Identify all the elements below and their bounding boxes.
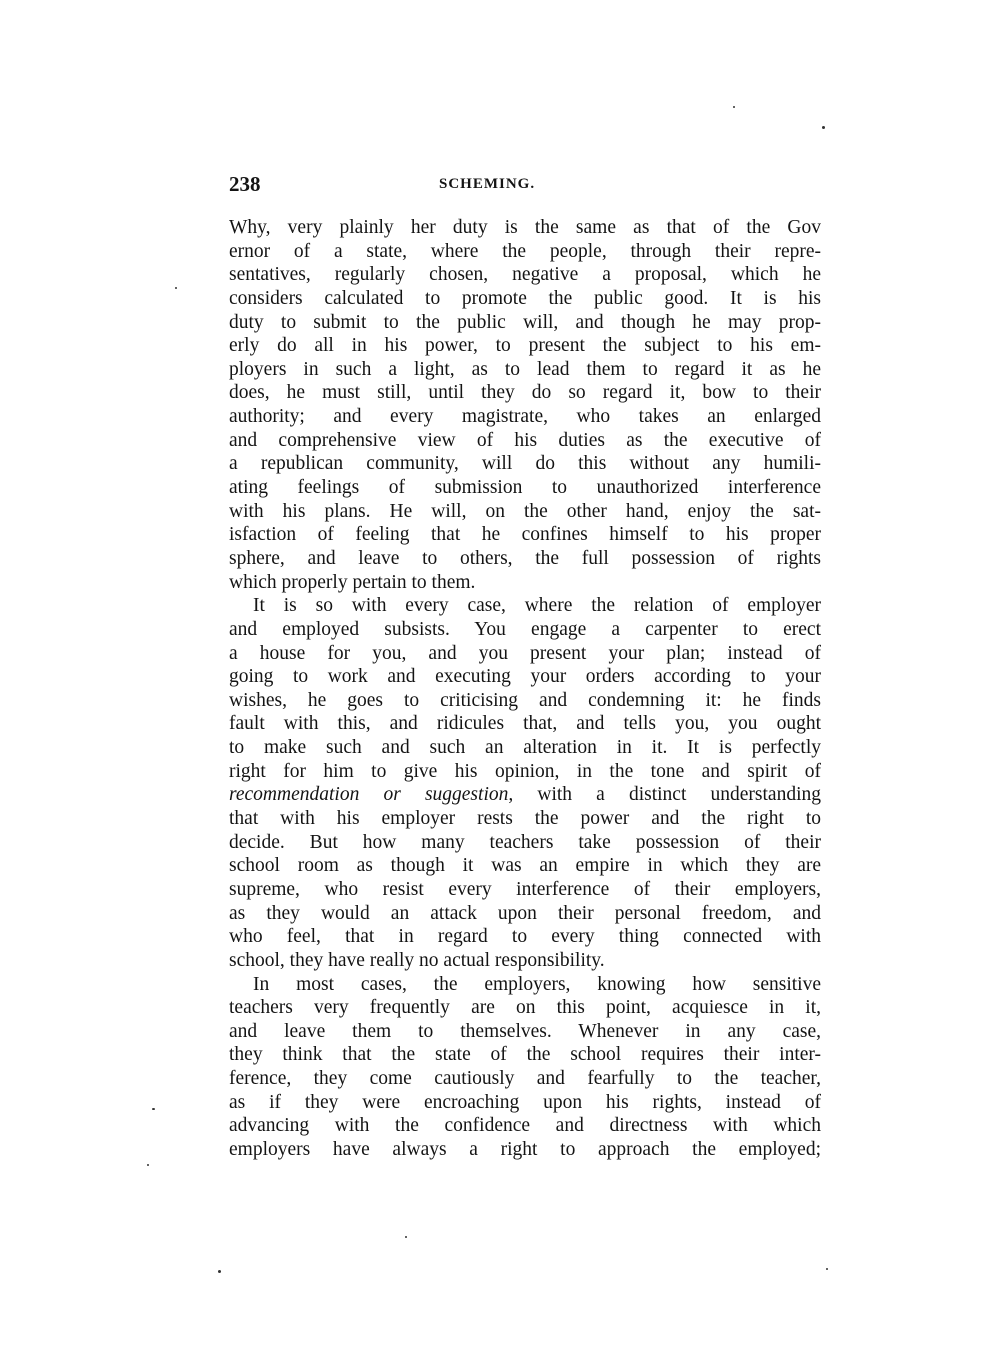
text-line: a republican community, will do this without any humili- [229,453,821,475]
text-line: they think that the state of the school requires their inter- [229,1044,821,1066]
text-line: does, he must still, until they do so regard it, bow to their [229,382,821,404]
text-line: as if they were encroaching upon his rights, instead of [229,1091,821,1113]
scan-speck [175,287,177,289]
text-fragment: with a distinct understanding [513,784,821,806]
text-line: and comprehensive view of his duties as the executive of [229,429,821,451]
paragraph-1 [229,216,821,594]
text-line: duty to submit to the public will, and though he may prop- [229,311,821,333]
scan-speck [826,1268,828,1270]
text-line: and leave them to themselves. Whenever in any case, [229,1020,821,1042]
page-number: 238 [229,172,261,196]
text-line: who feel, that in regard to every thing connected with [229,926,821,948]
text-line: with his plans. He will, on the other hand, enjoy the sat- [229,500,821,522]
text-line: erly do all in his power, to present the subject to his em- [229,335,821,357]
text-line: It is so with every case, where the relation of employer [253,595,821,617]
text-line: ference, they come cautiously and fearfully to the teacher, [229,1068,821,1090]
text-line: In most cases, the employers, knowing how sensitive [253,973,821,995]
text-line: ernor of a state, where the people, through their repre- [229,240,821,262]
scan-speck [733,106,735,108]
text-line: Why, very plainly her duty is the same as that of the Gov [229,217,821,238]
text-line: and employed subsists. You engage a carpenter to erect [229,618,821,640]
scan-speck [147,1164,149,1166]
text-line: school room as though it was an empire in which they are [229,855,821,877]
text-line: considers calculated to promote the public good. It is his [229,287,821,309]
scan-speck [405,1236,407,1238]
running-head: SCHEMING. [439,176,536,192]
page-header [229,172,821,196]
body-text [229,216,821,1162]
text-line: ating feelings of submission to unauthorized interference [229,477,821,499]
text-line: school, they have really no actual responsibility. [229,949,605,971]
text-line: right for him to give his opinion, in the tone and spirit of [229,760,821,782]
text-line: that with his employer rests the power and the right to [229,808,821,830]
text-line: a house for you, and you present your plan; instead of [229,642,821,664]
text-line: which properly pertain to them. [229,571,476,593]
paragraph-3 [229,973,821,1162]
text-line: wishes, he goes to criticising and condemning it: he finds [229,689,821,711]
text-line: teachers very frequently are on this point, acquiesce in it, [229,997,821,1019]
text-line: sentatives, regularly chosen, negative a proposal, which he [229,264,821,286]
text-line: ployers in such a light, as to lead them to regard it as he [229,358,821,380]
text-line: employers have always a right to approach the employed; [229,1138,821,1160]
text-line: going to work and executing your orders according to your [229,666,821,688]
scan-speck [822,126,825,129]
text-line: as they would an attack upon their personal freedom, and [229,902,821,924]
italic-text-line [229,783,821,807]
text-line: decide. But how many teachers take possession of their [229,831,821,853]
text-line: authority; and every magistrate, who takes an enlarged [229,406,821,428]
text-line: supreme, who resist every interference of their employers, [229,878,821,900]
text-line: isfaction of feeling that he confines himself to his proper [229,524,821,546]
text-line: sphere, and leave to others, the full possession of rights [229,547,821,569]
scan-speck [152,1108,155,1110]
paragraph-2 [229,594,821,972]
text-line: fault with this, and ridicules that, and tells you, you ought [229,713,821,735]
text-line: advancing with the confidence and directness with which [229,1115,821,1137]
scan-speck [218,1270,221,1273]
text-line: to make such and such an alteration in it. It is perfectly [229,737,821,759]
italic-phrase: recommendation or suggestion, [229,784,514,806]
